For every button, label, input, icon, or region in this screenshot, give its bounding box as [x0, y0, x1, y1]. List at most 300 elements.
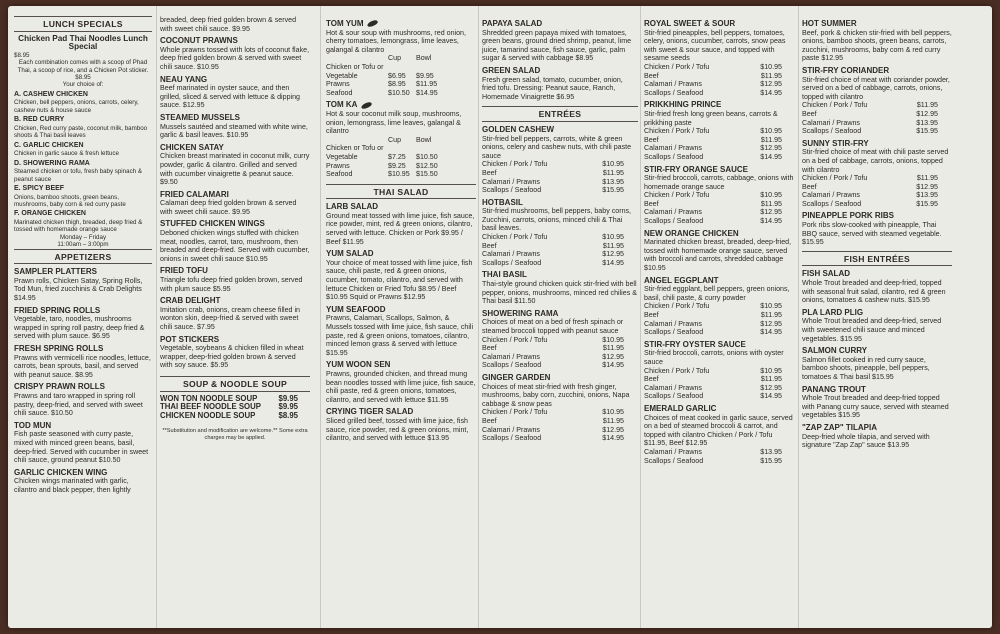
price-value: $12.95 — [602, 425, 624, 434]
price-value: $11.95 — [916, 174, 938, 183]
item-desc: Pork ribs slow-cooked with pineapple, Thai BBQ sauce, served with steamed vegetable. $15.95 — [802, 221, 942, 247]
price-option: Chicken / Pork / Tofu — [482, 160, 548, 169]
lunch-item-desc: Chicken, bell peppers, onions, carrots, celery, cashew nuts & house sauce — [14, 99, 139, 114]
item-desc: Ground meat tossed with lime juice, fish sauce, rice powder, mint, red & green onions, cilantro, served with lettuce. Chicken or Pork $9.95 / Beef $11.95 — [326, 211, 475, 246]
item-title: FRIED TOFU — [160, 266, 208, 276]
price-option: Beef — [482, 168, 497, 177]
item-title: TOM KA — [326, 101, 476, 110]
column-soups-salads — [326, 16, 476, 622]
lunch-item-title: E. SPICY BEEF — [14, 185, 65, 193]
item-title: YUM WOON SEN — [326, 360, 391, 370]
appetizer-items-cont — [160, 37, 310, 370]
item-desc: Stir-fried mushrooms, bell peppers, baby corns, Zucchini, carrots, onions, minced chili & Thai basil leaves. — [482, 207, 632, 233]
item-title: GARLIC CHICKEN WING — [14, 467, 108, 477]
price-option: Beef — [482, 241, 497, 250]
noodle-soup-price: $9.95 — [278, 402, 298, 412]
fold-line — [478, 6, 479, 628]
price-row — [644, 144, 796, 153]
item-desc: Mussels sautéed and steamed with white wine, garlic & basil leaves. $10.95 — [160, 122, 308, 140]
price-row — [482, 259, 638, 268]
price-option: Chicken or Tofu or — [326, 62, 384, 71]
price-option: Chicken / Pork / Tofu — [482, 408, 548, 417]
item-desc: Whole Trout breaded and deep-fried, served with sweetened chili sauce and minced vegetables. $15.95 — [802, 317, 942, 343]
price-value: $11.95 — [760, 199, 782, 208]
fold-line — [798, 6, 799, 628]
item-desc: Whole prawns tossed with lots of coconut flake, deep fried golden brown & served with sweet chili sauce. $10.95 — [160, 45, 310, 71]
item-desc: Hot & sour soup with mushrooms, red onion, cherry tomatoes, lemongrass, lime leaves, galangal & cilantro — [326, 28, 466, 54]
item-desc: Prawns with vermicelli rice noodles, lettuce, carrots, bean sprouts, basil, and served with peanut sauce. $8.95 — [14, 353, 151, 379]
substitution-note: **Substitution and modification are welcome.** Some extra charges may be applied. — [162, 428, 308, 441]
price-option: Scallops / Seafood — [482, 186, 542, 195]
item-title: ANGEL EGGPLANT — [644, 275, 719, 285]
lunch-hours: 11:00am – 3:00pm — [57, 241, 109, 249]
item-desc: Salmon fillet cooked in red curry sauce, bamboo shoots, pineapple, bell peppers, tomatoes & Thai basil $15.95 — [802, 355, 930, 381]
item-desc: Choices of meat stir-fried with fresh ginger, mushrooms, baby corn, zucchini, onions, Napa cabbage & snow peas — [482, 382, 630, 408]
price-value: $11.95 — [760, 375, 782, 384]
price-option: Chicken / Pork / Tofu — [644, 366, 710, 375]
lunch-note: Each combination comes with a scoop of Phad Thai, a scoop of rice, and a Chicken Pot sticker. $8.95 — [17, 59, 149, 81]
column-lunch-appetizers — [14, 16, 152, 622]
lunch-item-desc: Steamed chicken or tofu, fresh baby spinach & peanut sauce — [14, 168, 142, 183]
item-title: STIR-FRY OYSTER SAUCE — [644, 339, 746, 349]
item-title: TOD MUN — [14, 420, 52, 430]
item-desc: Choices of meat cooked in garlic sauce, served on a bed of steamed broccoli & carrot, and topped with cilantro Chicken / Pork / Tofu $11.95, Beef $12.95 — [644, 413, 793, 448]
price-value: $10.95 — [602, 160, 624, 169]
item-desc: Vegetable, taro, noodles, mushrooms wrapped in spring roll pastry, deep fried & served with plum sauce. $6.95 — [14, 315, 145, 341]
price-option: Chicken / Pork / Tofu — [802, 101, 868, 110]
price-value: $11.95 — [602, 416, 624, 425]
price-row — [644, 72, 796, 81]
price-row — [482, 417, 638, 426]
cup-bowl-row — [326, 72, 476, 81]
price-row — [482, 250, 638, 259]
price-option: Beef — [644, 311, 659, 319]
salad-items — [326, 203, 476, 442]
price-row — [482, 361, 638, 370]
item-title: LARB SALAD — [326, 202, 378, 212]
cup-bowl-header — [326, 54, 476, 63]
cup-price: $6.95 — [388, 71, 406, 80]
entree-items — [802, 20, 952, 247]
price-row — [482, 169, 638, 178]
cup-bowl-row — [326, 80, 476, 89]
price-option: Chicken / Pork / Tofu — [482, 233, 548, 242]
item-title: HOT SUMMER — [802, 19, 857, 28]
price-row — [644, 392, 796, 401]
price-option: Scallops / Seafood — [644, 328, 704, 337]
item-title: SUNNY STIR-FRY — [802, 138, 869, 148]
price-value: $10.95 — [602, 335, 624, 344]
price-row — [802, 110, 952, 119]
price-row — [644, 217, 796, 226]
item-title: STIR-FRY ORANGE SAUCE — [644, 164, 749, 174]
item-title: GINGER GARDEN — [482, 372, 551, 382]
price-option: Calamari / Prawns — [802, 191, 860, 200]
lunch-price: $8.95 — [14, 51, 30, 59]
item-desc: Whole Trout breaded and deep-fried topped with Panang curry sauce, served with steamed vegetables $15.95 — [802, 394, 949, 420]
price-value: $10.95 — [602, 233, 624, 242]
price-value: $12.95 — [916, 182, 938, 191]
lunch-item-title: F. ORANGE CHICKEN — [14, 210, 86, 218]
item-title: FRIED SPRING ROLLS — [14, 305, 101, 315]
price-value: $10.95 — [602, 408, 624, 417]
item-desc: Stir-fried broccoli, carrots, onions with oyster sauce — [644, 349, 784, 366]
item-desc: Calamari deep fried golden brown & served with sweet chili sauce. $9.95 — [160, 199, 297, 216]
noodle-soup-list — [160, 395, 310, 421]
bowl-label: Bowl — [416, 135, 432, 144]
price-option: Scallops / Seafood — [802, 127, 862, 136]
lunch-item-desc: Chicken, Red curry paste, coconut milk, bamboo shoots & Thai basil leaves — [14, 124, 148, 140]
lunch-choice: Your choice of: — [62, 81, 104, 89]
price-option: Scallops / Seafood — [482, 258, 542, 267]
price-option: Scallops / Seafood — [644, 88, 704, 97]
price-row — [482, 186, 638, 195]
cup-price: $7.25 — [388, 152, 406, 161]
item-title: YUM SEAFOOD — [326, 304, 386, 314]
chili-pepper-icon — [361, 100, 373, 110]
item-title: STEAMED MUSSELS — [160, 112, 241, 122]
price-row — [482, 353, 638, 362]
price-row — [644, 208, 796, 217]
price-option: Scallops / Seafood — [644, 392, 704, 401]
price-value: $12.95 — [760, 80, 782, 89]
price-row — [644, 311, 796, 320]
price-row — [482, 178, 638, 187]
price-option: Calamari / Prawns — [644, 319, 702, 328]
item-desc: Stir-fried pineapples, bell peppers, tomatoes, celery, onions, cucumber, carrots, snow peas with sweet & sour sauce, and topped with sesame seeds — [644, 28, 786, 63]
price-row — [482, 336, 638, 345]
item-desc: Beef, pork & chicken stir-fried with bell peppers, onions, bamboo shoots, green beans, carrots, zucchini, mushrooms, baby corn & red curry paste $12.95 — [802, 28, 952, 63]
price-value: $13.95 — [916, 118, 938, 127]
price-option: Calamari / Prawns — [482, 177, 540, 186]
price-value: $11.95 — [602, 241, 624, 250]
item-desc: Vegetable, soybeans & chicken filled in wheat wrapper, deep-fried golden brown & served with soy sauce. $5.95 — [160, 344, 304, 370]
price-row — [644, 320, 796, 329]
lunch-item-desc: Chicken in garlic sauce & fresh lettuce — [14, 150, 119, 158]
cup-price: $8.95 — [388, 80, 406, 89]
price-row — [644, 375, 796, 384]
price-value: $10.95 — [760, 127, 782, 136]
price-option: Chicken / Pork / Tofu — [802, 174, 868, 183]
item-desc: Imitation crab, onions, cream cheese filled in wonton skin, deep-fried & served with sweet chili sauce. $7.95 — [160, 305, 300, 331]
price-option: Scallops / Seafood — [482, 434, 542, 443]
noodle-soup-name: THAI BEEF NOODLE SOUP — [160, 402, 261, 412]
price-row — [482, 233, 638, 242]
price-option: Beef — [802, 182, 817, 191]
price-option: Calamari / Prawns — [482, 250, 540, 259]
price-row — [482, 344, 638, 353]
price-row — [802, 183, 952, 192]
price-value: $10.95 — [760, 366, 782, 375]
item-desc: Sliced grilled beef, tossed with lime juice, fish sauce, rice powder, red & green onions, mint, cilantro, and served with lettuce $13.95 — [326, 416, 469, 443]
item-desc: Chicken breast marinated in coconut milk, curry powder, garlic & cilantro. Grilled and served with cucumber vinaigrette & peanut sauce. $9.50 — [160, 152, 310, 187]
item-title: COCONUT PRAWNS — [160, 36, 238, 46]
price-row — [644, 63, 796, 72]
cup-label: Cup — [388, 54, 402, 63]
price-value: $14.95 — [602, 434, 624, 443]
price-value: $14.95 — [602, 361, 624, 370]
item-desc: Shredded green papaya mixed with tomatoes, green beans, ground dried shrimp, peanut, lime juice, tamarind sauce, fish sauce, garlic, palm sugar & served with cabbage $8.95 — [482, 28, 632, 63]
price-option: Calamari / Prawns — [644, 144, 702, 153]
price-value: $15.95 — [916, 127, 938, 136]
cup-label: Cup — [388, 135, 402, 144]
cup-price — [388, 144, 416, 153]
price-value: $12.95 — [760, 208, 782, 217]
price-value: $11.95 — [916, 101, 938, 110]
item-desc: Fresh green salad, tomato, cucumber, onion, fried tofu. Dressing: Peanut sauce, Ranch, Homemade Vinaigrette $6.95 — [482, 75, 623, 101]
item-desc: Choices of meat on a bed of fresh spinach or steamed broccoli topped with peanut sauce — [482, 318, 624, 335]
price-row — [802, 101, 952, 110]
price-value: $14.95 — [760, 152, 782, 161]
price-value: $12.95 — [602, 250, 624, 259]
price-row — [802, 119, 952, 128]
price-value: $12.95 — [760, 319, 782, 328]
price-row — [644, 80, 796, 89]
price-option: Seafood — [326, 88, 353, 97]
column-appetizers-soup — [160, 16, 310, 622]
price-option: Beef — [482, 416, 497, 425]
price-option: Chicken / Pork / Tofu — [644, 127, 710, 136]
lunch-item-title: D. SHOWERING RAMA — [14, 159, 90, 167]
item-desc: Deboned chicken wings stuffed with chicken meat, noodles, carrot, taro, mushroom, then breaded and deep-fried. Served with cucumber, onions in sweet chili sauce $10.95 — [160, 229, 310, 263]
price-value: $14.95 — [760, 88, 782, 97]
cup-bowl-row — [326, 63, 476, 72]
price-value: $15.95 — [916, 199, 938, 208]
item-title: STIR-FRY CORIANDER — [802, 65, 890, 75]
price-value: $11.95 — [760, 71, 782, 80]
cup-price — [388, 63, 416, 72]
chili-pepper-icon — [367, 19, 379, 29]
price-option: Scallops / Seafood — [644, 217, 704, 226]
column-salads-entrees — [482, 16, 638, 622]
price-row — [644, 448, 796, 457]
fold-line — [156, 6, 157, 628]
item-desc: Prawn rolls, Chicken Satay, Spring Rolls, Tod Mun, fried zucchinis & Crab Delights $14.95 — [14, 276, 143, 303]
item-title: CRYING TIGER SALAD — [326, 407, 414, 417]
price-row — [644, 153, 796, 162]
item-title: TOM YUM — [326, 20, 476, 29]
cup-price: $10.50 — [388, 88, 410, 97]
noodle-soup-name: CHICKEN NOODLE SOUP — [160, 410, 256, 420]
bowl-price: $9.95 — [416, 71, 434, 80]
noodle-soup-price: $8.95 — [278, 410, 298, 420]
price-value: $12.95 — [602, 352, 624, 361]
item-desc: Stir-fried choice of meat with chili paste served on a bed of cabbage, carrots, onions, topped with cilantro — [802, 148, 949, 174]
price-row — [644, 457, 796, 466]
price-row — [802, 200, 952, 209]
item-desc: Prawns and taro wrapped in spring roll pastry, deep-fried, and served with sweet chili sauce. $10.50 — [14, 391, 143, 418]
cup-price: $10.95 — [388, 170, 410, 179]
cup-bowl-row — [326, 170, 476, 179]
item-title: "ZAP ZAP" TILAPIA — [802, 422, 877, 432]
item-title: CRAB DELIGHT — [160, 296, 221, 306]
tom-yum-prices — [326, 63, 476, 97]
item-desc: Beef marinated in oyster sauce, and then grilled, sliced & served with lettuce & dipping sauce. $12.95 — [160, 84, 300, 110]
price-option: Scallops / Seafood — [482, 361, 542, 370]
price-value: $10.95 — [760, 191, 782, 200]
noodle-soup-name: WON TON NOODLE SOUP — [160, 393, 258, 403]
price-value: $12.95 — [760, 144, 782, 153]
price-option: Chicken or Tofu or — [326, 144, 384, 153]
price-option: Chicken / Pork / Tofu — [644, 62, 710, 71]
price-value: $14.95 — [602, 258, 624, 267]
price-row — [644, 191, 796, 200]
item-title: GOLDEN CASHEW — [482, 124, 554, 134]
item-title: FRESH SPRING ROLLS — [14, 344, 104, 353]
lunch-item-title: A. CASHEW CHICKEN — [14, 90, 88, 98]
bowl-price: $12.50 — [416, 161, 438, 170]
item-title: PLA LARD PLIG — [802, 307, 864, 317]
item-desc: Stir-fried choice of meat with coriander powder, served on a bed of cabbage, carrots, onions, topped with cilantro — [802, 75, 950, 101]
price-row — [482, 242, 638, 251]
price-value: $11.95 — [602, 168, 624, 177]
lunch-item-desc: Onions, bamboo shoots, green beans, mushrooms, baby corn & red curry paste — [14, 193, 126, 209]
item-desc: Your choice of meat tossed with lime juice, fish sauce, chili paste, red & green onions, cucumber, tomato, cilantro, and served with lettuce Chicken or Fried Tofu $8.95 / Beef $10.95 Squid or Prawns $12.95 — [326, 258, 473, 302]
price-row — [644, 200, 796, 209]
item-title: CHICKEN SATAY — [160, 142, 224, 152]
item-desc: breaded, deep fried golden brown & served with sweet chili sauce. $9.95 — [160, 16, 297, 33]
price-option: Seafood — [326, 170, 353, 179]
price-row — [644, 89, 796, 98]
price-value: $15.95 — [602, 186, 624, 195]
lunch-item-title: C. GARLIC CHICKEN — [14, 141, 84, 149]
item-desc: Whole Trout breaded and deep-fried, topped with seasonal fruit salad, cilantro, red & green onions, tomatoes & cashew nuts. $15.95 — [802, 279, 946, 305]
price-row — [644, 136, 796, 145]
fish-entrees-header: FISH ENTRÉES — [802, 251, 952, 267]
item-desc: Triangle tofu deep fried golden brown, served with plum sauce $5.95 — [160, 276, 303, 293]
price-row — [482, 426, 638, 435]
price-option: Scallops / Seafood — [644, 456, 704, 465]
entrees-header: ENTRÉES — [482, 106, 638, 122]
menu-sheet — [8, 6, 992, 628]
price-value: $10.95 — [760, 302, 782, 311]
price-row — [802, 127, 952, 136]
column-entrees-fish — [802, 16, 952, 622]
item-desc: Deep-fried whole tilapia, and served with signature "Zap Zap" sauce $13.95 — [802, 432, 930, 450]
bowl-label: Bowl — [416, 54, 432, 63]
bowl-price — [416, 144, 444, 153]
price-option: Calamari / Prawns — [482, 352, 540, 361]
fold-line — [320, 6, 321, 628]
item-title: GREEN SALAD — [482, 65, 541, 75]
price-option: Beef — [644, 71, 659, 80]
cup-bowl-row — [326, 153, 476, 162]
item-title: SALMON CURRY — [802, 346, 868, 356]
bowl-price: $11.95 — [416, 80, 438, 89]
price-value: $13.95 — [916, 191, 938, 200]
price-option: Beef — [644, 199, 659, 208]
price-row — [644, 302, 796, 311]
cup-price: $9.25 — [388, 161, 406, 170]
fish-items — [802, 270, 952, 449]
price-value: $14.95 — [760, 217, 782, 226]
price-option: Beef — [644, 135, 659, 144]
price-row — [644, 127, 796, 136]
price-value: $14.95 — [760, 392, 782, 401]
item-desc: Stir-fried fresh long green beans, carrots & prikkhing paste — [644, 109, 778, 127]
item-title: FRIED CALAMARI — [160, 189, 229, 199]
item-title: NEAU YANG — [160, 74, 208, 84]
bowl-price: $15.50 — [416, 170, 438, 179]
price-row — [482, 434, 638, 443]
item-title: PRIKKHING PRINCE — [644, 100, 722, 110]
lunch-item-desc: Marinated chicken thigh, breaded, deep fried & tossed with homemade orange sauce — [14, 219, 143, 234]
price-option: Calamari / Prawns — [644, 447, 702, 456]
price-option: Calamari / Prawns — [644, 208, 702, 217]
item-desc: Thai-style ground chicken quick stir-fried with bell pepper, onions, mushrooms, minced red chilies & Thai basil $11.50 — [482, 280, 637, 306]
price-value: $12.95 — [916, 109, 938, 118]
price-value: $14.95 — [760, 328, 782, 337]
noodle-soup-price: $9.95 — [278, 393, 298, 403]
price-option: Beef — [802, 109, 817, 118]
item-title: EMERALD GARLIC — [644, 403, 717, 413]
price-option: Scallops / Seafood — [644, 152, 704, 161]
price-value: $12.95 — [760, 383, 782, 392]
price-row — [802, 191, 952, 200]
item-desc: Fish paste seasoned with curry paste, mixed with minced green beans, basil, deep-fried. Served with cucumber in sweet chili sauce, ground peanut $10.50 — [14, 430, 149, 465]
price-row — [482, 408, 638, 417]
price-option: Scallops / Seafood — [802, 199, 862, 208]
price-option: Beef — [482, 344, 497, 353]
appetizers-header: APPETIZERS — [14, 249, 152, 265]
price-option: Prawns — [326, 80, 350, 89]
appetizer-items — [14, 268, 152, 494]
entree-items — [482, 126, 638, 443]
item-title: PANANG TROUT — [802, 384, 866, 394]
price-option: Calamari / Prawns — [482, 425, 540, 434]
price-value: $10.95 — [760, 62, 782, 71]
item-title: HOTBASIL — [482, 197, 523, 207]
price-value: $11.95 — [760, 135, 782, 144]
item-title: SAMPLER PLATTERS — [14, 267, 97, 277]
price-row — [802, 174, 952, 183]
item-desc: Prawns, Calamari, Scallops, Salmon, & Mussels tossed with lime juice, fish sauce, chili paste, red & green onions, tomatoes, cilantro, minced lemon grass & served with lettuce $15.95 — [326, 314, 474, 357]
price-row — [482, 160, 638, 169]
tom-ka-prices — [326, 144, 476, 178]
price-value: $11.95 — [760, 311, 782, 319]
entree-items — [644, 20, 796, 465]
item-title: PINEAPPLE PORK RIBS — [802, 211, 895, 221]
thai-salad-header: THAI SALAD — [326, 184, 476, 200]
item-desc: Chicken wings marinated with garlic, cilantro and black pepper, then lightly — [14, 477, 131, 494]
lunch-hours: Monday – Friday — [59, 233, 107, 241]
price-option: Calamari / Prawns — [802, 118, 860, 127]
item-title: SHOWERING RAMA — [482, 308, 559, 318]
price-row — [644, 384, 796, 393]
item-desc: Prawns, grounded chicken, and thread mung bean noodles tossed with lime juice, fish sauce, chili paste, red & green onions, tomatoes, cilantro, and served with lettuce $11.95 — [326, 369, 476, 404]
item-title: YUM SALAD — [326, 249, 374, 259]
price-option: Chicken / Pork / Tofu — [644, 191, 710, 200]
noodle-soup-row — [160, 412, 310, 421]
item-desc: Stir-fried broccoli, carrots, cabbage, onions with homemade orange sauce — [644, 174, 794, 191]
price-option: Vegetable — [326, 71, 358, 80]
price-option: Vegetable — [326, 152, 358, 161]
item-title: THAI BASIL — [482, 270, 527, 280]
cup-bowl-row — [326, 144, 476, 153]
fold-line — [640, 6, 641, 628]
price-row — [644, 328, 796, 337]
price-value: $11.95 — [602, 344, 624, 353]
price-value: $15.95 — [760, 456, 782, 465]
price-option: Chicken / Pork / Tofu — [482, 335, 548, 344]
price-option: Prawns — [326, 161, 350, 170]
item-desc: Marinated chicken breast, breaded, deep-fried, tossed with homemade orange sauce, served with broccoli and carrots, shredded cabbage $10.95 — [644, 238, 792, 273]
item-desc: Hot & sour coconut milk soup, mushrooms, onion, lemongrass, lime leaves, galangal & cilantro — [326, 109, 462, 136]
lunch-specials-header: LUNCH SPECIALS — [14, 16, 152, 32]
item-title: STUFFED CHICKEN WINGS — [160, 219, 265, 229]
price-option: Beef — [644, 375, 659, 384]
item-title: ROYAL SWEET & SOUR — [644, 19, 736, 28]
